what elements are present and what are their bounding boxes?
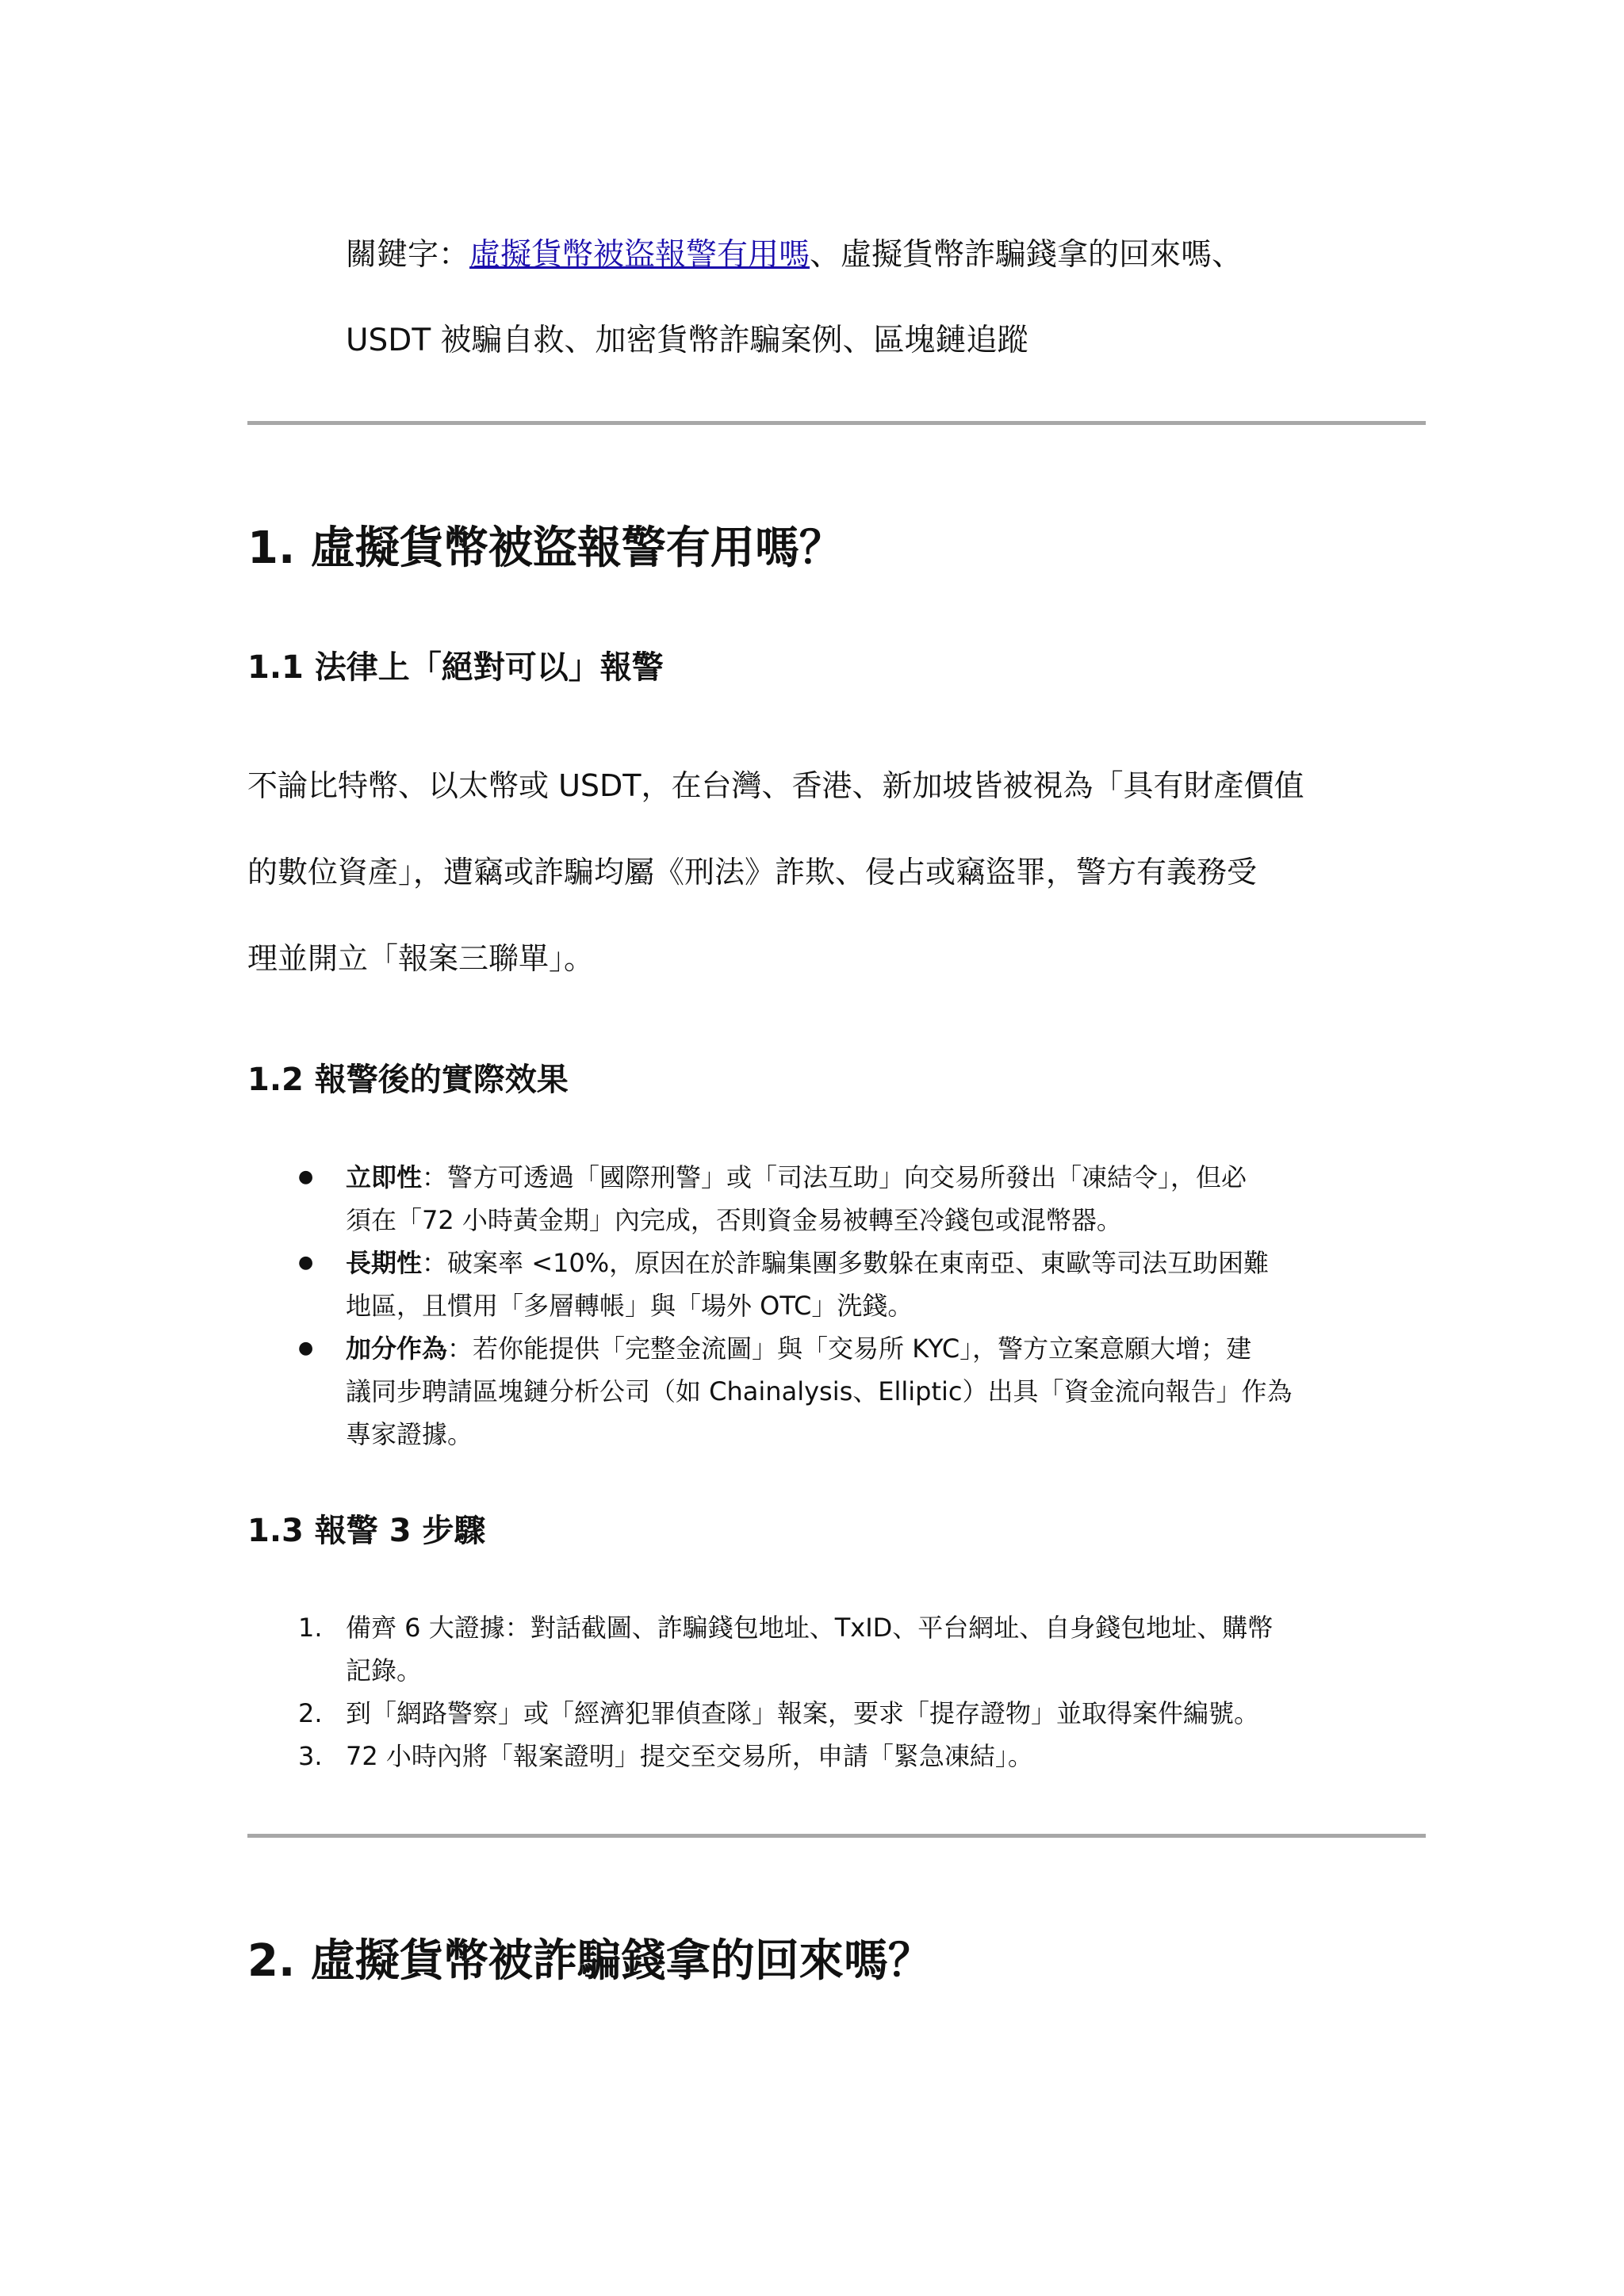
item-text: ：破案率 <10%，原因在於詐騙集團多數躲在東南亞、東歐等司法互助困難 (422, 1248, 1270, 1278)
step-number: 2. (298, 1698, 323, 1728)
keywords-label: 關鍵字： (346, 237, 470, 273)
section-1-1-paragraph (247, 763, 1426, 1023)
effects-bullet-list (298, 1156, 1432, 1456)
list-item (298, 1735, 1432, 1777)
section-2-title: 2. 虛擬貨幣被詐騙錢拿的回來嗎？ (247, 1935, 933, 1987)
item-text: ：若你能提供「完整金流圖」與「交易所 KYC」，警方立案意願大增；建 (447, 1334, 1252, 1364)
list-item (298, 1242, 1432, 1327)
bullet-icon: ● (298, 1167, 314, 1187)
item-label: 長期性 (346, 1248, 423, 1278)
section-1-2-title: 1.2 報警後的實際效果 (247, 1062, 569, 1098)
divider (247, 1834, 1426, 1838)
item-text: 議同步聘請區塊鏈分析公司（如 Chainalysis、Elliptic）出具「資金流向報告」作為 (346, 1376, 1293, 1406)
bullet-icon: ● (298, 1338, 314, 1358)
bullet-icon: ● (298, 1253, 314, 1272)
list-item (298, 1606, 1432, 1692)
section-1-1-title: 1.1 法律上「絕對可以」報警 (247, 649, 664, 686)
keyword-link[interactable]: 虛擬貨幣被盜報警有用嗎 (469, 237, 810, 273)
item-text: 備齊 6 大證據：對話截圖、詐騙錢包地址、TxID、平台網址、自身錢包地址、購幣 (346, 1613, 1274, 1643)
list-item (298, 1692, 1432, 1735)
item-text: 72 小時內將「報案證明」提交至交易所，申請「緊急凍結」。 (346, 1741, 1033, 1771)
item-label: 立即性 (346, 1162, 423, 1192)
paragraph-line: 理並開立「報案三聯單」。 (247, 941, 595, 976)
step-number: 3. (298, 1741, 323, 1771)
item-text: 到「網路警察」或「經濟犯罪偵查隊」報案，要求「提存證物」並取得案件編號。 (346, 1698, 1260, 1728)
section-1-title: 1. 虛擬貨幣被盜報警有用嗎？ (247, 522, 844, 574)
list-item (298, 1327, 1432, 1456)
keywords-line-1 (346, 233, 1456, 277)
item-text: 記錄。 (346, 1655, 423, 1686)
item-text: ：警方可透過「國際刑警」或「司法互助」向交易所發出「凍結令」，但必 (422, 1162, 1247, 1192)
list-item (298, 1156, 1432, 1242)
item-text: 須在「72 小時黃金期」內完成，否則資金易被轉至冷錢包或混幣器。 (346, 1205, 1122, 1235)
keywords-line-2: USDT 被騙自救、加密貨幣詐騙案例、區塊鏈追蹤 (346, 323, 1028, 358)
step-number: 1. (298, 1613, 323, 1643)
keywords-block (346, 233, 1456, 363)
divider (247, 421, 1426, 425)
item-label: 加分作為 (346, 1334, 448, 1364)
steps-numbered-list (298, 1606, 1432, 1777)
paragraph-line: 的數位資產」，遭竊或詐騙均屬《刑法》詐欺、侵占或竊盜罪，警方有義務受 (247, 855, 1258, 890)
paragraph-line: 不論比特幣、以太幣或 USDT，在台灣、香港、新加坡皆被視為「具有財產價值 (247, 768, 1304, 803)
section-1-3-title: 1.3 報警 3 步驟 (247, 1513, 486, 1549)
keywords-rest: 、虛擬貨幣詐騙錢拿的回來嗎、 (810, 237, 1243, 273)
item-text: 專家證據。 (346, 1419, 473, 1449)
item-text: 地區，且慣用「多層轉帳」與「場外 OTC」洗錢。 (346, 1291, 914, 1321)
